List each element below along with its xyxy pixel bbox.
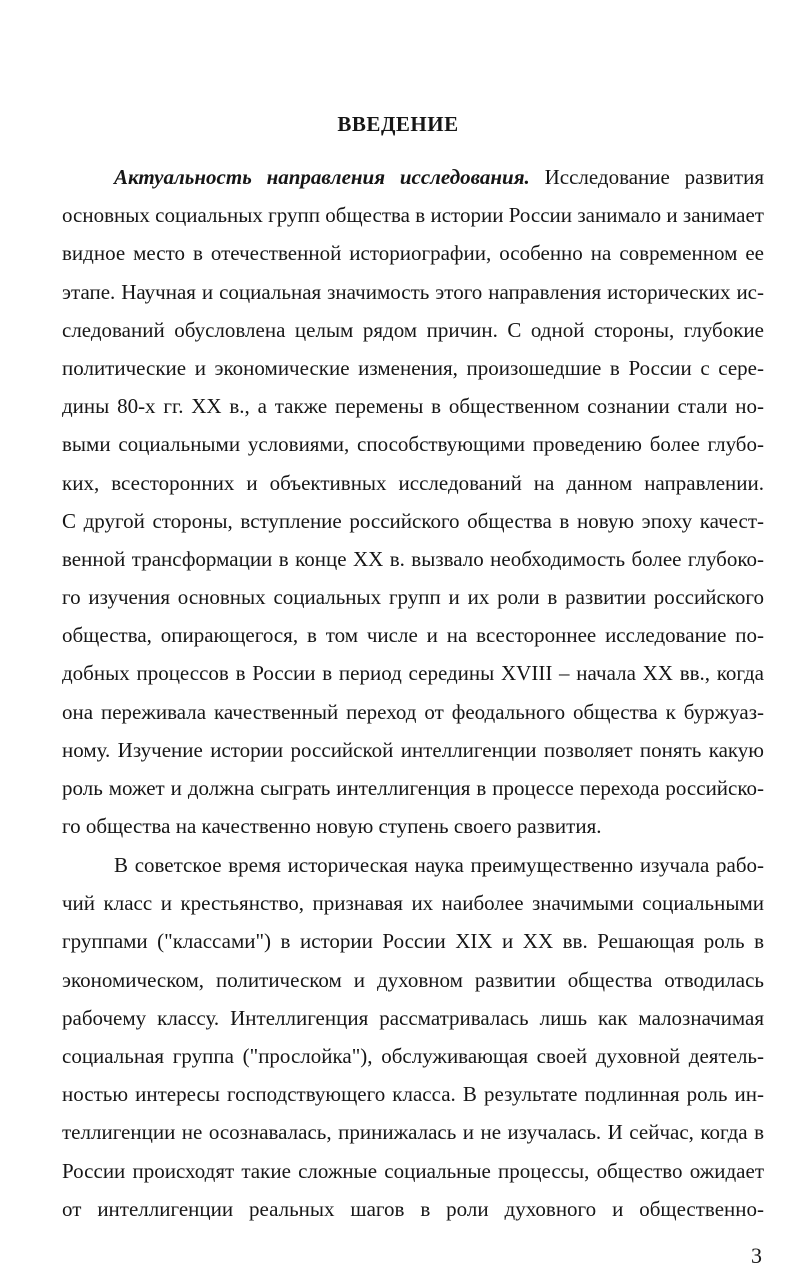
text-line: группами ("классами") в истории России XIX и XX вв. Решающая роль в <box>62 929 764 954</box>
text-line: венной трансформации в конце XX в. вызвало необходимость более глубоко- <box>62 546 764 571</box>
text-line: России происходят такие сложные социальные процессы, общество ожидает <box>62 1158 764 1183</box>
text-line: выми социальными условиями, способствующими проведению более глубо- <box>62 432 764 457</box>
paragraph-soviet-era <box>62 846 764 1228</box>
page-title: ВВЕДЕНИЕ <box>337 112 459 136</box>
paragraph-relevance <box>62 158 764 845</box>
text-line: рабочему классу. Интеллигенция рассматривалась лишь как малозначимая <box>62 1005 764 1030</box>
text-line: добных процессов в России в период середины XVIII – начала XX вв., когда <box>62 661 764 686</box>
text-line: С другой стороны, вступление российского общества в новую эпоху качест- <box>62 508 764 533</box>
text-line: го изучения основных социальных групп и их роли в развитии российского <box>62 585 764 610</box>
text-line: основных социальных групп общества в истории России занимало и занимает <box>62 203 764 228</box>
text-line-fragment: Исследование развития <box>529 165 764 189</box>
text-line: политические и экономические изменения, произошедшие в России с сере- <box>62 355 764 380</box>
text-line: роль может и должна сыграть интеллигенция в процессе перехода российско- <box>62 776 764 800</box>
text-line: социальная группа ("прослойка"), обслуживающая своей духовной деятель- <box>62 1043 764 1068</box>
text-line: ному. Изучение истории российской интеллигенции позволяет понять какую <box>62 737 764 762</box>
paragraph-lead: Актуальность направления исследования. <box>114 165 530 189</box>
text-line: ких, всесторонних и объективных исследований на данном направлении. <box>62 470 764 495</box>
text-line: ностью интересы господствующего класса. В результате подлинная роль ин- <box>62 1082 764 1107</box>
text-line: теллигенции не осознавалась, принижалась и не изучалась. И сейчас, когда в <box>62 1120 764 1145</box>
text-line: чий класс и крестьянство, признавая их наиболее значимыми социальными <box>62 891 764 916</box>
text-line: го общества на качественно новую ступень своего развития. <box>62 814 602 839</box>
text-line: она переживала качественный переход от феодального общества к буржуаз- <box>62 699 764 724</box>
text-line: дины 80-х гг. XX в., а также перемены в общественном сознании стали но- <box>62 394 764 419</box>
text-line: этапе. Научная и социальная значимость этого направления исторических ис- <box>62 279 764 304</box>
text-line: от интеллигенции реальных шагов в роли духовного и общественно- <box>62 1196 764 1221</box>
text-line: общества, опирающегося, в том числе и на всестороннее исследование по- <box>62 623 764 648</box>
text-line: экономическом, политическом и духовном развитии общества отводилась <box>62 967 764 992</box>
page-number: 3 <box>751 1243 762 1268</box>
text-line: следований обусловлена целым рядом причин. С одной стороны, глубокие <box>62 317 764 342</box>
text-line <box>62 158 764 196</box>
text-line: видное место в отечественной историографии, особенно на современном ее <box>62 241 764 266</box>
text-line: В советское время историческая наука преимущественно изучала рабо- <box>114 853 764 877</box>
